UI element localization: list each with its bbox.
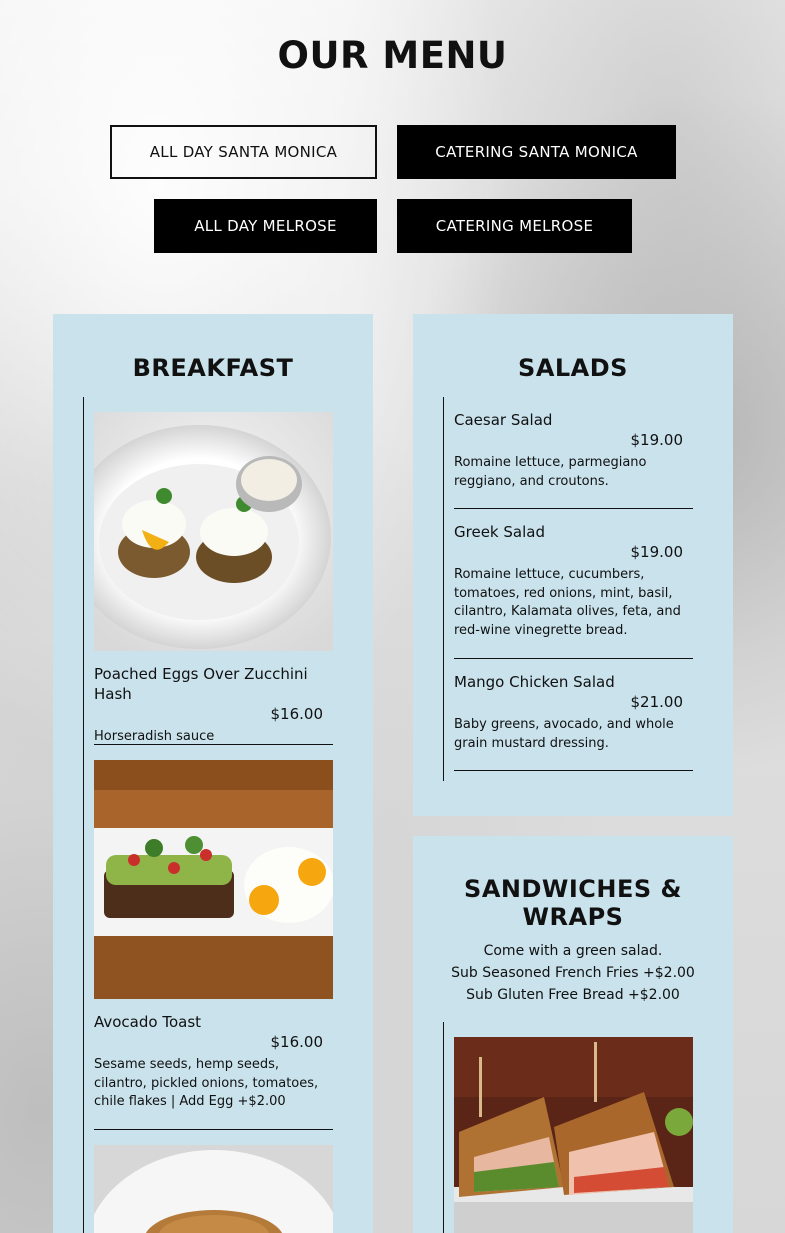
item-name: Mango Chicken Salad (454, 673, 615, 691)
note-line: Come with a green salad. (483, 943, 663, 959)
button-label: ALL DAY MELROSE (194, 217, 337, 235)
menu-item (94, 664, 333, 747)
item-description: Horseradish sauce (94, 729, 215, 744)
catering-santa-monica-button[interactable] (397, 125, 676, 179)
menu-item (94, 1012, 333, 1112)
breakfast-card (53, 314, 373, 1233)
page-title: OUR MENU (277, 34, 508, 77)
menu-item (454, 410, 693, 491)
salads-items (443, 397, 703, 781)
all-day-melrose-button[interactable] (154, 199, 377, 253)
section-title: SALADS (518, 354, 628, 382)
item-price: $19.00 (630, 431, 683, 449)
item-divider (454, 658, 693, 659)
note-line: Sub Gluten Free Bread +$2.00 (466, 987, 680, 1003)
sandwiches-card (413, 836, 733, 1233)
section-notes (413, 940, 733, 1006)
item-divider (454, 508, 693, 509)
item-name: Poached Eggs Over Zucchini Hash (94, 665, 308, 703)
item-description: Romaine lettuce, parmegiano reggiano, and croutons. (454, 455, 647, 489)
poached-eggs-photo[interactable] (94, 412, 333, 651)
section-title-line: SANDWICHES & (464, 875, 682, 903)
section-title (413, 875, 733, 931)
pastry-photo[interactable] (94, 1145, 333, 1233)
item-divider (94, 744, 333, 745)
item-description: Baby greens, avocado, and whole grain mustard dressing. (454, 717, 674, 751)
button-label: CATERING SANTA MONICA (435, 143, 638, 161)
sandwiches-items (443, 1022, 703, 1233)
item-price: $19.00 (630, 543, 683, 561)
menu-item (454, 522, 693, 640)
section-title-line: WRAPS (522, 903, 624, 931)
menu-item (454, 672, 693, 753)
item-name: Greek Salad (454, 523, 545, 541)
item-name: Caesar Salad (454, 411, 553, 429)
avocado-toast-photo[interactable] (94, 760, 333, 999)
breakfast-items (83, 397, 343, 1233)
section-title: BREAKFAST (132, 354, 294, 382)
item-price: $21.00 (630, 693, 683, 711)
sandwich-photo[interactable] (454, 1037, 693, 1233)
button-label: CATERING MELROSE (435, 217, 594, 235)
salads-card (413, 314, 733, 816)
item-divider (454, 770, 693, 771)
item-description: Romaine lettuce, cucumbers, tomatoes, red onions, mint, basil, cilantro, Kalamata olives, feta, and red-wine vinegrette bread. (454, 567, 681, 638)
all-day-santa-monica-button[interactable] (110, 125, 377, 179)
item-name: Avocado Toast (94, 1013, 202, 1031)
item-description: Sesame seeds, hemp seeds, cilantro, pickled onions, tomatoes, chile flakes | Add Egg +$2.00 (94, 1057, 319, 1109)
note-line: Sub Seasoned French Fries +$2.00 (451, 965, 695, 981)
button-label: ALL DAY SANTA MONICA (149, 143, 338, 161)
item-price: $16.00 (270, 1033, 323, 1051)
item-price: $16.00 (270, 705, 323, 723)
item-divider (94, 1129, 333, 1130)
catering-melrose-button[interactable] (397, 199, 632, 253)
